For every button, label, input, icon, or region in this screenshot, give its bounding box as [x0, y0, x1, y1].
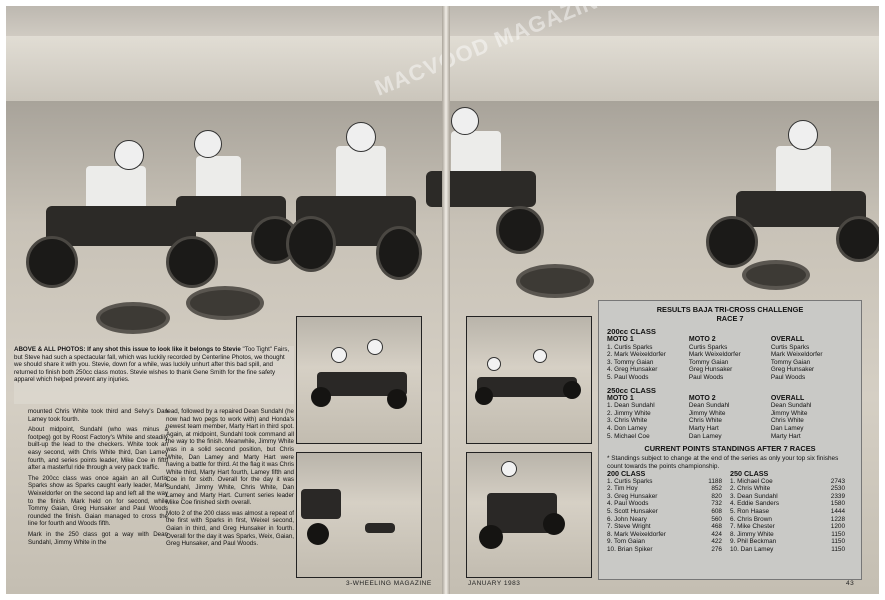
footer-magazine: 3-WHEELING MAGAZINE — [346, 580, 432, 587]
result-entry: Dean Sundahl — [770, 402, 812, 410]
result-entry: 3. Tommy Gaian — [607, 358, 654, 366]
class-250-results — [607, 395, 853, 441]
result-entry: Marty Hart — [688, 424, 719, 432]
standing-row: 1. Michael Coe 2743 — [730, 477, 845, 485]
standing-row: 7. Steve Wright 468 — [607, 523, 722, 531]
moto1-column: MOTO 1 1. Dean Sundahl 2. Jimmy White 3. Chris White 4. Don Lamey 5. Michael Coe — [607, 395, 689, 441]
footer-date: JANUARY 1983 — [468, 580, 521, 587]
result-entry: 5. Paul Woods — [607, 373, 649, 381]
points-standings — [607, 470, 853, 554]
result-entry: 1. Dean Sundahl — [607, 402, 655, 410]
track-tire — [516, 264, 594, 298]
standing-row: 9. Phil Beckman 1150 — [730, 538, 845, 546]
result-entry: Dan Lamey — [770, 424, 804, 432]
results-title: RESULTS BAJA TRI-CROSS CHALLENGE — [656, 305, 804, 314]
result-entry: Paul Woods — [688, 373, 724, 381]
results-race: RACE 7 — [716, 314, 744, 323]
article-paragraph: Mark in the 250 class got a way with Dean Sundahl, Jimmy White in the — [28, 530, 168, 546]
inset-photo-1 — [296, 316, 422, 444]
class-200-results — [607, 336, 853, 382]
result-entry: Jimmy White — [688, 409, 726, 417]
result-entry: 4. Don Lamey — [607, 424, 647, 432]
rider-right — [706, 116, 876, 276]
moto2-column: MOTO 2 Curtis Sparks Mark Weixeldorfer Tommy Gaian Greg Hunsaker Paul Woods — [689, 336, 771, 382]
magazine-spread — [6, 6, 879, 594]
standings-title: CURRENT POINTS STANDINGS AFTER 7 RACES — [644, 444, 816, 454]
standing-row: 2. Chris White 2530 — [730, 485, 845, 493]
standings-200-column: 200 CLASS 1. Curtis Sparks 1188 2. Tim Hoy 852 3. Greg Hunsaker 820 4. Paul Woods 732 5. Scott Hunsaker 608 6. John Neary 560 7. Steve Wright 468 8. Mark Weixeldorfer 424 9. Tom Gaian 422 10. Brian Spiker 276 — [607, 470, 730, 554]
standing-row: 4. Paul Woods 732 — [607, 500, 722, 508]
result-entry: Jimmy White — [770, 409, 808, 417]
result-entry: 5. Michael Coe — [607, 432, 650, 440]
overall-column: OVERALL Curtis Sparks Mark Weixeldorfer Tommy Gaian Greg Hunsaker Paul Woods — [771, 336, 853, 382]
result-entry: Chris White — [688, 417, 722, 425]
class-200-heading: 200cc CLASS — [607, 327, 656, 336]
result-entry: Greg Hunsaker — [688, 366, 733, 374]
standings-note: * Standings subject to change at the end of the series as only your top six finishes count towards the points championship. — [607, 455, 839, 470]
inset-photo-2 — [296, 452, 422, 578]
track-tire — [186, 286, 264, 320]
inset-photo-4 — [466, 452, 592, 578]
result-entry: Greg Hunsaker — [770, 366, 815, 374]
moto2-column: MOTO 2 Dean Sundahl Jimmy White Chris White Marty Hart Dan Lamey — [689, 395, 771, 441]
result-entry: 2. Jimmy White — [607, 409, 651, 417]
standings-250-column: 250 CLASS 1. Michael Coe 2743 2. Chris White 2530 3. Dean Sundahl 2339 4. Eddie Sanders 1580 5. Ron Haase 1444 6. Chris Brown 1228 7. Mike Chester 1200 8. Jimmy White 1150 9. Phil Beckman 1150 10. Dan Lamey 1150 — [730, 470, 853, 554]
result-entry: Paul Woods — [770, 373, 806, 381]
class-250-heading: 250cc CLASS — [607, 385, 656, 395]
article-paragraph: mounted Chris White took third and Selvy's Dan Lamey took fourth. — [28, 408, 168, 423]
result-entry: Curtis Sparks — [770, 343, 810, 351]
standing-row: 10. Dan Lamey 1150 — [730, 545, 845, 553]
standing-row: 4. Eddie Sanders 1580 — [730, 500, 845, 508]
results-box — [598, 300, 862, 580]
standing-row: 7. Mike Chester 1200 — [730, 523, 845, 531]
standing-row: 6. Chris Brown 1228 — [730, 515, 845, 523]
caption-body: "Too Tight" Fairs, but Steve had such a spectacular fall, which was luckily recorded by Centerline Photos, we thought we should share it with you. Stevie, down for a while, was luckily unhurt after this bad spill, and returned to finish both 250cc class motos. Stevie wishes to thank Gene Smith for the fine safety apparel which helped prevent any injuries. — [14, 346, 290, 384]
result-entry: 2. Mark Weixeldorfer — [607, 351, 666, 359]
article-paragraph: The 200cc class was once again an all Curtis Sparks show as Sparks caught early leader, Mark Weixeldorfer on the second lap and left all the way to the finish. Mark held on for second, while Tommy Gaian, Greg Hunsaker and Paul Woods rounded the finish. Gaian managed to cross the line for fourth and Woods fifth. — [28, 474, 168, 528]
result-entry: Mark Weixeldorfer — [688, 351, 741, 359]
result-entry: Mark Weixeldorfer — [770, 351, 823, 359]
result-entry: Chris White — [770, 417, 804, 425]
result-entry: Tommy Gaian — [688, 358, 729, 366]
standing-row: 3. Greg Hunsaker 820 — [607, 492, 722, 500]
standing-row: 1. Curtis Sparks 1188 — [607, 477, 722, 485]
standing-row: 2. Tim Hoy 852 — [607, 485, 722, 493]
moto1-column: MOTO 1 1. Curtis Sparks 2. Mark Weixeldorfer 3. Tommy Gaian 4. Greg Hunsaker 5. Paul Woods — [607, 336, 689, 382]
result-entry: Dean Sundahl — [688, 402, 730, 410]
article-paragraph: Moto 2 of the 200 class was almost a repeat of the first with Sparks in first, Weixel second, Gaian in third, and Greg Hunsaker in fourth. Overall for the day it was Sparks, Weix, Gaian, Greg Hunsaker, and Paul Woods. — [166, 509, 294, 548]
result-entry: 3. Chris White — [607, 417, 648, 425]
standing-row: 8. Jimmy White 1150 — [730, 530, 845, 538]
caption-lead: ABOVE & ALL PHOTOS: If any shot this issue to look like it belongs to Stevie — [14, 346, 241, 353]
track-tire — [742, 260, 810, 290]
result-entry: Marty Hart — [770, 432, 801, 440]
result-entry: Tommy Gaian — [770, 358, 811, 366]
article-column-1 — [28, 408, 168, 549]
article-paragraph: About midpoint, Sundahl (who was minus a footpeg) got by Roost Factory's White and steadily built-up the lead to the checkers. White took an easy second, with Chris White third, Dan Lamey fourth, and series points leader, Mike Coe in fifth after a masterful ride through a very pack traffic. — [28, 426, 168, 472]
rider-background — [396, 101, 556, 261]
article-paragraph: lead, followed by a repaired Dean Sundahl (he now had two pegs to work with) and Honda's newest team member, Marty Hart in third spot. Again, at midpoint, Sundahl took command all the way to the finish. Meanwhile, Jimmy White was in a solid second position, but Chris White, Dan Lamey and Marty Hart were having a battle for third. At the flag it was Chris White third, Marty Hart fourth, Lamey fifth and Coe in for sixth. Overall for the day it was Sundahl, Jimmy White, Chris White, Dan Lamey and Marty Hart. Current series leader Mike Coe finished sixth overall. — [166, 408, 294, 507]
standing-row: 3. Dean Sundahl 2339 — [730, 492, 845, 500]
result-entry: Dan Lamey — [688, 432, 722, 440]
standing-row: 10. Brian Spiker 276 — [607, 545, 722, 553]
standing-row: 6. John Neary 560 — [607, 515, 722, 523]
result-entry: 1. Curtis Sparks — [607, 343, 653, 351]
photo-caption — [14, 346, 294, 404]
overall-column: OVERALL Dean Sundahl Jimmy White Chris White Dan Lamey Marty Hart — [771, 395, 853, 441]
standing-row: 5. Scott Hunsaker 608 — [607, 507, 722, 515]
page-number: 43 — [846, 580, 855, 587]
standing-row: 5. Ron Haase 1444 — [730, 507, 845, 515]
article-column-2 — [166, 408, 294, 551]
result-entry: Curtis Sparks — [688, 343, 728, 351]
standing-row: 8. Mark Weixeldorfer 424 — [607, 530, 722, 538]
inset-photo-3 — [466, 316, 592, 444]
standing-row: 9. Tom Gaian 422 — [607, 538, 722, 546]
result-entry: 4. Greg Hunsaker — [607, 366, 658, 374]
track-tire — [96, 302, 170, 334]
page-gutter — [442, 6, 450, 594]
